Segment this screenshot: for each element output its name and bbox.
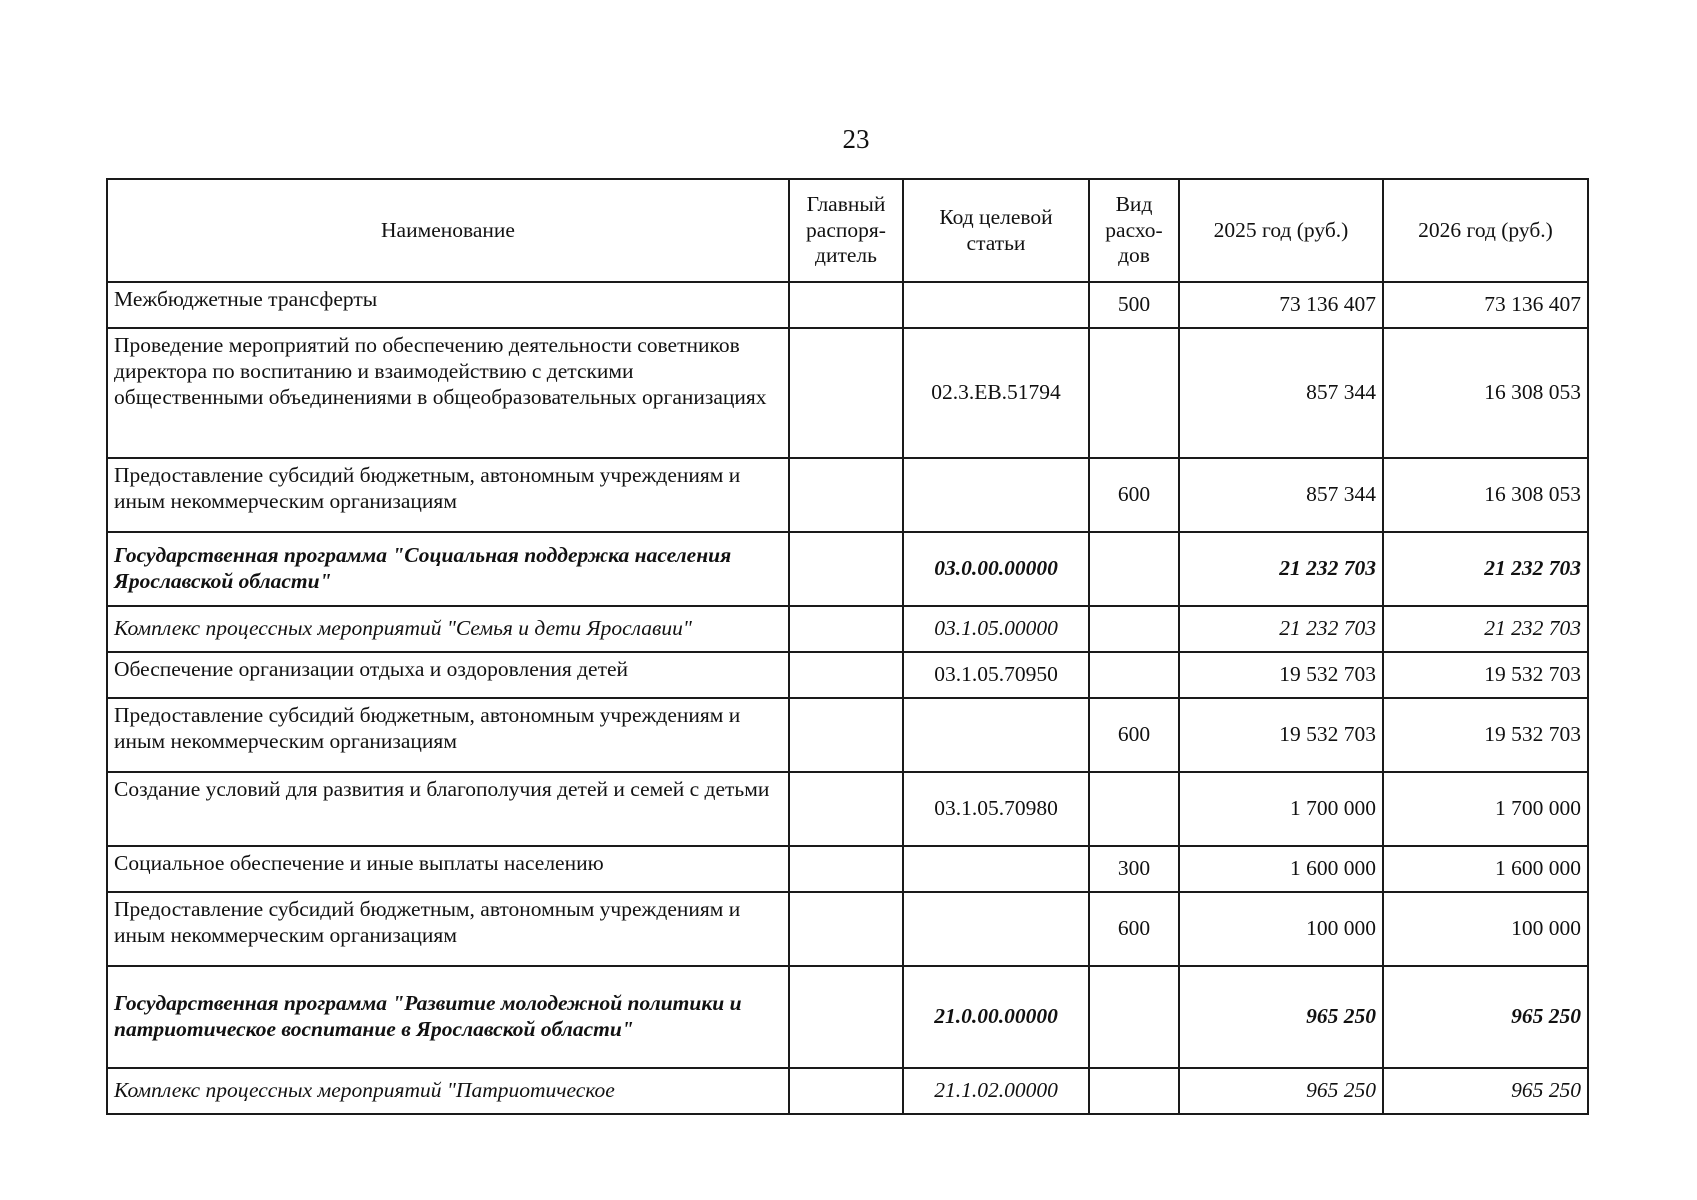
cell-type (1089, 1068, 1179, 1114)
cell-code: 03.1.05.70980 (903, 772, 1089, 846)
cell-y2025: 19 532 703 (1179, 652, 1383, 698)
cell-admin (789, 458, 903, 532)
cell-admin (789, 846, 903, 892)
cell-type (1089, 966, 1179, 1068)
cell-code (903, 458, 1089, 532)
cell-code: 03.1.05.70950 (903, 652, 1089, 698)
cell-y2025: 965 250 (1179, 1068, 1383, 1114)
cell-y2026: 16 308 053 (1383, 458, 1588, 532)
cell-y2026: 965 250 (1383, 1068, 1588, 1114)
cell-y2026: 19 532 703 (1383, 652, 1588, 698)
cell-name: Комплекс процессных мероприятий "Патриотическое (107, 1068, 789, 1114)
cell-y2026: 21 232 703 (1383, 532, 1588, 606)
cell-name: Комплекс процессных мероприятий "Семья и дети Ярославии" (107, 606, 789, 652)
cell-type: 600 (1089, 698, 1179, 772)
cell-code (903, 282, 1089, 328)
cell-admin (789, 772, 903, 846)
cell-y2025: 1 700 000 (1179, 772, 1383, 846)
table-row (107, 532, 1588, 606)
cell-type (1089, 652, 1179, 698)
cell-admin (789, 698, 903, 772)
table-header-row (107, 179, 1588, 282)
cell-name: Государственная программа "Развитие молодежной политики и патриотическое воспитание в Ярославской области" (107, 966, 789, 1068)
cell-code (903, 698, 1089, 772)
cell-y2026: 73 136 407 (1383, 282, 1588, 328)
table-row (107, 606, 1588, 652)
cell-y2026: 19 532 703 (1383, 698, 1588, 772)
cell-type (1089, 532, 1179, 606)
cell-name: Государственная программа "Социальная поддержка населения Ярославской области" (107, 532, 789, 606)
cell-name: Социальное обеспечение и иные выплаты населению (107, 846, 789, 892)
cell-type (1089, 606, 1179, 652)
cell-type (1089, 772, 1179, 846)
cell-code: 21.1.02.00000 (903, 1068, 1089, 1114)
header-name: Наименование (107, 179, 789, 282)
cell-admin (789, 652, 903, 698)
cell-admin (789, 328, 903, 458)
cell-y2025: 73 136 407 (1179, 282, 1383, 328)
cell-y2025: 100 000 (1179, 892, 1383, 966)
cell-code: 21.0.00.00000 (903, 966, 1089, 1068)
cell-y2025: 1 600 000 (1179, 846, 1383, 892)
table-row (107, 458, 1588, 532)
table-row (107, 652, 1588, 698)
cell-type (1089, 328, 1179, 458)
cell-y2025: 965 250 (1179, 966, 1383, 1068)
cell-y2026: 21 232 703 (1383, 606, 1588, 652)
header-2025: 2025 год (руб.) (1179, 179, 1383, 282)
header-type: Вид расхо-дов (1089, 179, 1179, 282)
cell-type: 600 (1089, 892, 1179, 966)
table-row (107, 846, 1588, 892)
cell-code: 03.1.05.00000 (903, 606, 1089, 652)
cell-name: Предоставление субсидий бюджетным, автономным учреждениям и иным некоммерческим организациям (107, 698, 789, 772)
cell-admin (789, 606, 903, 652)
table-row (107, 966, 1588, 1068)
table-row (107, 698, 1588, 772)
cell-admin (789, 532, 903, 606)
cell-type: 600 (1089, 458, 1179, 532)
header-admin: Главный распоря-дитель (789, 179, 903, 282)
cell-name: Проведение мероприятий по обеспечению деятельности советников директора по воспитанию и взаимодействию с детскими общественными объединениями в общеобразовательных организациях (107, 328, 789, 458)
cell-y2025: 19 532 703 (1179, 698, 1383, 772)
cell-admin (789, 282, 903, 328)
cell-type: 500 (1089, 282, 1179, 328)
page-number: 23 (842, 124, 870, 154)
cell-code (903, 892, 1089, 966)
cell-name: Предоставление субсидий бюджетным, автономным учреждениям и иным некоммерческим организациям (107, 892, 789, 966)
cell-admin (789, 892, 903, 966)
cell-y2026: 16 308 053 (1383, 328, 1588, 458)
table-row (107, 282, 1588, 328)
cell-admin (789, 966, 903, 1068)
table-row (107, 328, 1588, 458)
cell-type: 300 (1089, 846, 1179, 892)
cell-name: Создание условий для развития и благополучия детей и семей с детьми (107, 772, 789, 846)
header-code: Код целевой статьи (903, 179, 1089, 282)
budget-table (106, 178, 1589, 1115)
cell-y2026: 965 250 (1383, 966, 1588, 1068)
cell-y2026: 1 700 000 (1383, 772, 1588, 846)
cell-admin (789, 1068, 903, 1114)
table-row (107, 772, 1588, 846)
cell-code: 03.0.00.00000 (903, 532, 1089, 606)
cell-code: 02.3.ЕВ.51794 (903, 328, 1089, 458)
table-row (107, 892, 1588, 966)
cell-y2025: 21 232 703 (1179, 606, 1383, 652)
table-row (107, 1068, 1588, 1114)
cell-name: Предоставление субсидий бюджетным, автономным учреждениям и иным некоммерческим организациям (107, 458, 789, 532)
cell-y2026: 100 000 (1383, 892, 1588, 966)
header-2026: 2026 год (руб.) (1383, 179, 1588, 282)
cell-name: Межбюджетные трансферты (107, 282, 789, 328)
cell-y2026: 1 600 000 (1383, 846, 1588, 892)
cell-y2025: 21 232 703 (1179, 532, 1383, 606)
cell-y2025: 857 344 (1179, 328, 1383, 458)
cell-name: Обеспечение организации отдыха и оздоровления детей (107, 652, 789, 698)
cell-y2025: 857 344 (1179, 458, 1383, 532)
cell-code (903, 846, 1089, 892)
